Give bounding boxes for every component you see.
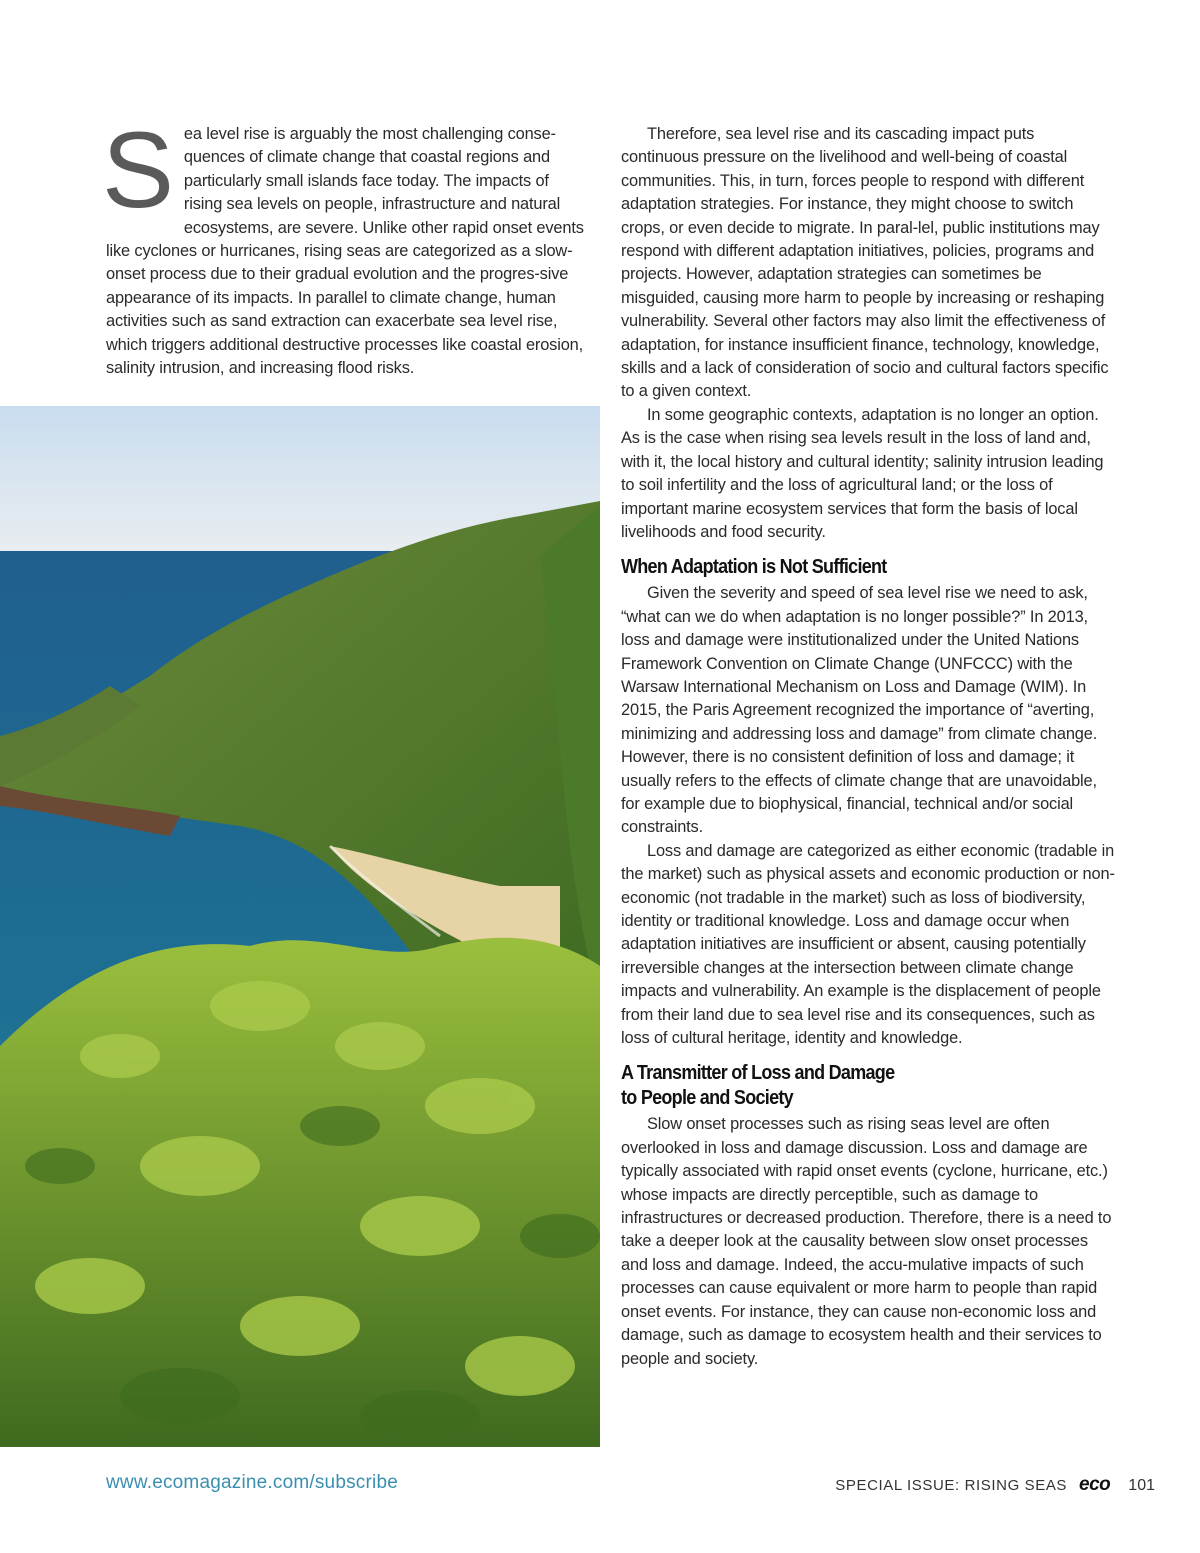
section-heading: When Adaptation is Not Sufficient (621, 556, 887, 579)
intro-paragraph: ea level rise is arguably the most challenging conse-quences of climate change that coastal regions and particularly small islands face today. The impacts of rising sea levels on people, infrastructure and natural ecosystems, are severe. Unlike other rapid onset events like cyclones or hurricanes, rising seas are categorized as a slow-onset process due to their gradual evolution and the progres-sive appearance of its impacts. In parallel to climate change, human activities such as sand extraction can exacerbate sea level rise, which triggers additional destructive processes like coastal erosion, salinity intrusion, and increasing flood risks. (106, 125, 584, 378)
section-heading-line: A Transmitter of Loss and Damage (621, 1062, 895, 1085)
page-number: 101 (1128, 1477, 1155, 1494)
issue-label: SPECIAL ISSUE: RISING SEAS (835, 1477, 1068, 1494)
eco-logo: eco (1079, 1474, 1111, 1495)
page-footer (835, 1474, 1155, 1496)
body-paragraph: Given the severity and speed of sea level rise we need to ask, “what can we do when adaptation is no longer possible?” In 2013, loss and damage were institutionalized under the United Nations Framework Convention on Climate Change (UNFCCC) with the Warsaw International Mechanism on Loss and Damage (WIM). In 2015, the Paris Agreement recognized the importance of “averting, minimizing and addressing loss and damage” from climate change. However, there is no consistent definition of loss and damage; it usually refers to the effects of climate change that are unavoidable, for example due to biophysical, financial, technical and/or social constraints. (621, 584, 1098, 837)
section-heading-line: to People and Society (621, 1087, 793, 1110)
coastal-photo (0, 406, 600, 1447)
body-paragraph: Therefore, sea level rise and its cascading impact puts continuous pressure on the livelihood and well-being of coastal communities. This, in turn, forces people to respond with different adaptation strategies. For instance, they might choose to switch crops, or even decide to migrate. In paral-lel, public institutions may respond with different adaptation initiatives, policies, programs and projects. However, adaptation strategies can sometimes be misguided, causing more harm to people by increasing or reshaping vulnerability. Several other factors may also limit the effectiveness of adaptation, for instance insufficient finance, technology, knowledge, skills and a lack of consideration of socio and cultural factors specific to a given context. (621, 125, 1109, 401)
coastline-illustration (0, 406, 600, 1447)
section-heading (621, 1061, 1067, 1111)
body-paragraph: Slow onset processes such as rising seas level are often overlooked in loss and damage discussion. Loss and damage are typically associated with rapid onset events (cyclone, hurricane, etc.) whose impacts are directly perceptible, such as damage to infrastructures or decreased production. Therefore, there is a need to take a deeper look at the causality between slow onset processes and loss and damage. Indeed, the accu-mulative impacts of such processes can cause equivalent or more harm to people than rapid onset events. For instance, they can cause non-economic loss and damage, such as damage to ecosystem health and their services to people and society. (621, 1115, 1112, 1368)
main-column (621, 123, 1116, 1371)
subscribe-link[interactable]: www.ecomagazine.com/subscribe (106, 1472, 398, 1493)
drop-cap: S (102, 109, 174, 230)
intro-column (102, 109, 584, 380)
body-paragraph: Loss and damage are categorized as either economic (tradable in the market) such as physical assets and economic production or non-economic (not tradable in the market) such as loss of biodiversity, identity or traditional knowledge. Loss and damage occur when adaptation initiatives are insufficient or absent, causing potentially irreversible changes at the intersection between climate change impacts and vulnerability. An example is the displacement of people from their land due to sea level rise and its consequences, such as loss of cultural heritage, identity and knowledge. (621, 841, 1115, 1048)
body-paragraph: In some geographic contexts, adaptation is no longer an option. As is the case when rising sea levels result in the loss of land and, with it, the local history and cultural identity; salinity intrusion leading to soil infertility and the loss of agricultural land; or the loss of important marine ecosystem services that form the basis of local livelihoods and food security. (621, 405, 1104, 541)
